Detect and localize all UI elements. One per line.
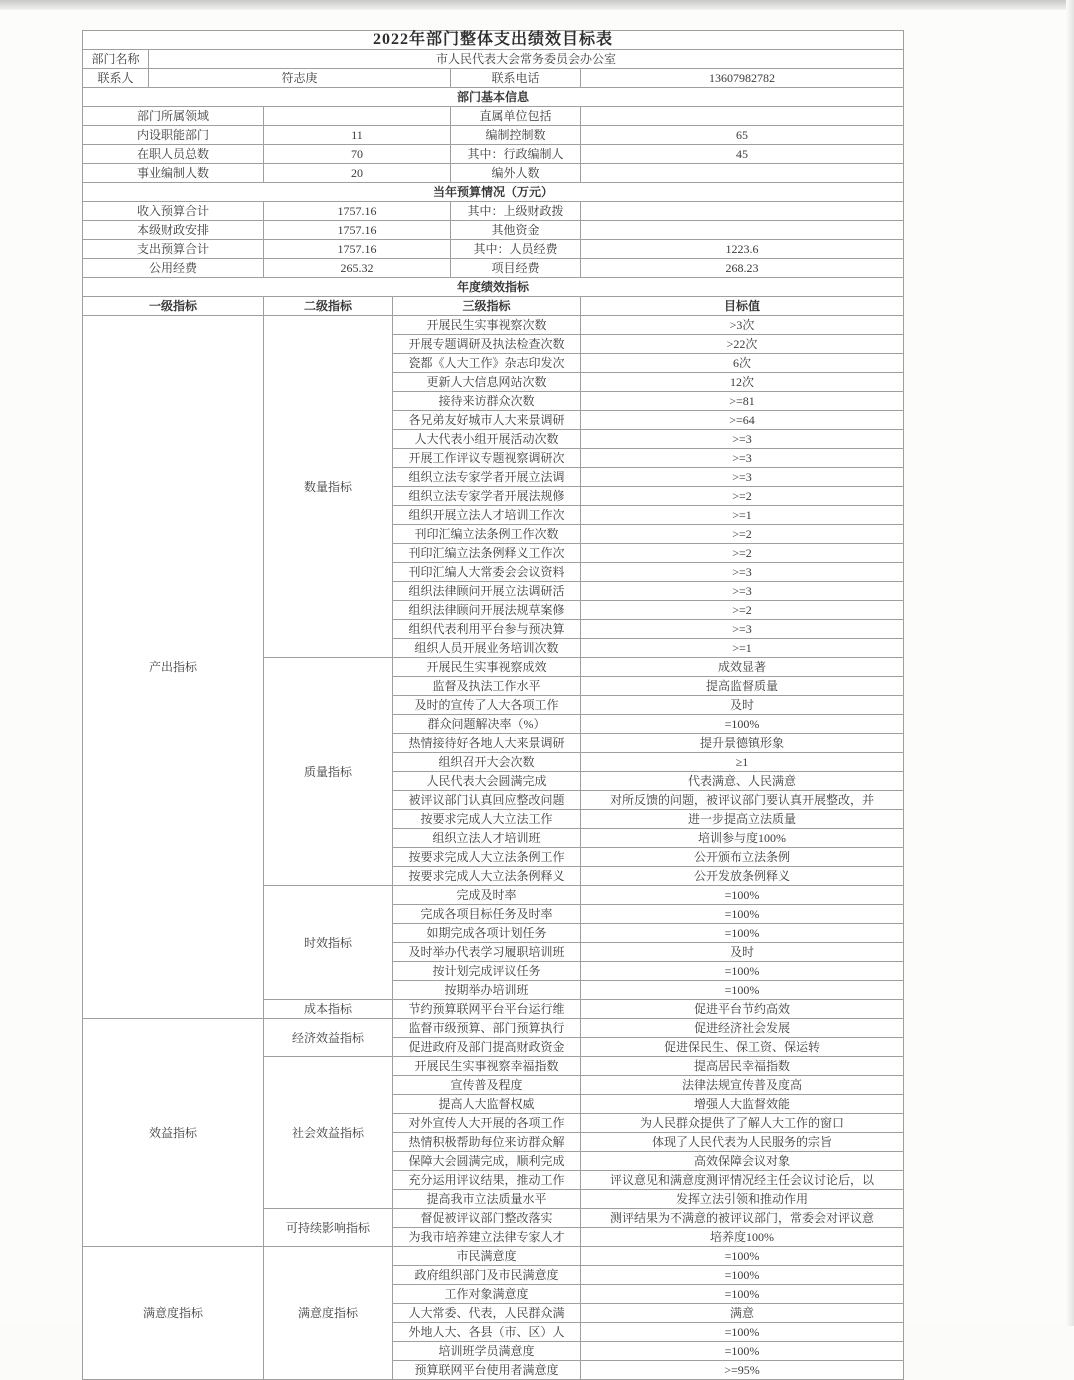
level3-indicator-cell: 充分运用评议结果，推动工作 (393, 1171, 581, 1190)
level3-indicator-cell: 节约预算联网平台平台运行维 (393, 1000, 581, 1019)
value-cell: 1757.16 (264, 240, 451, 259)
value-cell: 45 (581, 145, 904, 164)
level3-indicator-cell: 更新人大信息网站次数 (393, 373, 581, 392)
target-value-cell: 6次 (581, 354, 904, 373)
level3-indicator-cell: 组织代表利用平台参与预决算 (393, 620, 581, 639)
target-value-cell: 测评结果为不满意的被评议部门，常委会对评议意 (581, 1209, 904, 1228)
level3-indicator-cell: 宣传普及程度 (393, 1076, 581, 1095)
label-cell: 支出预算合计 (83, 240, 264, 259)
target-value-cell: 促进平台节约高效 (581, 1000, 904, 1019)
target-value-cell: >=1 (581, 506, 904, 525)
label-cell: 其中：行政编制人 (451, 145, 581, 164)
target-value-cell: >=2 (581, 525, 904, 544)
level3-indicator-cell: 促进政府及部门提高财政资金 (393, 1038, 581, 1057)
label-cell: 编外人数 (451, 164, 581, 183)
target-value-cell: =100% (581, 1323, 904, 1342)
level3-indicator-cell: 对外宣传人大开展的各项工作 (393, 1114, 581, 1133)
level3-indicator-cell: 瓷都《人大工作》杂志印发次 (393, 354, 581, 373)
header-target: 目标值 (581, 297, 904, 316)
value-cell: 1757.16 (264, 202, 451, 221)
target-value-cell: >22次 (581, 335, 904, 354)
target-value-cell: 体现了人民代表为人民服务的宗旨 (581, 1133, 904, 1152)
contact-row (83, 69, 904, 88)
label-cell: 直属单位包括 (451, 107, 581, 126)
basic-info-row (83, 126, 904, 145)
basic-section-row (83, 88, 904, 107)
indicator-row (83, 1019, 904, 1038)
level3-indicator-cell: 开展工作评议专题视察调研次 (393, 449, 581, 468)
value-cell: 70 (264, 145, 451, 164)
budget-row (83, 240, 904, 259)
contact-label: 联系人 (83, 69, 149, 88)
header-level2: 二级指标 (264, 297, 393, 316)
level3-indicator-cell: 组织召开大会次数 (393, 753, 581, 772)
target-value-cell: >=2 (581, 544, 904, 563)
level3-indicator-cell: 人大代表小组开展活动次数 (393, 430, 581, 449)
label-cell: 其他资金 (451, 221, 581, 240)
level3-indicator-cell: 热情接待好各地人大来景调研 (393, 734, 581, 753)
target-value-cell: >=3 (581, 449, 904, 468)
level3-indicator-cell: 组织人员开展业务培训次数 (393, 639, 581, 658)
target-value-cell: >=3 (581, 468, 904, 487)
value-cell: 268.23 (581, 259, 904, 278)
value-cell: 65 (581, 126, 904, 145)
target-value-cell: 为人民群众提供了了解人大工作的窗口 (581, 1114, 904, 1133)
target-value-cell: =100% (581, 924, 904, 943)
level3-indicator-cell: 热情积极帮助每位来访群众解 (393, 1133, 581, 1152)
level3-indicator-cell: 人大常委、代表，人民群众满 (393, 1304, 581, 1323)
target-value-cell: 培养度100% (581, 1228, 904, 1247)
level3-indicator-cell: 按要求完成人大立法工作 (393, 810, 581, 829)
value-cell (264, 107, 451, 126)
level3-indicator-cell: 各兄弟友好城市人大来景调研 (393, 411, 581, 430)
document-title: 2022年部门整体支出绩效目标表 (83, 31, 904, 50)
level3-indicator-cell: 刊印汇编立法条例释义工作次 (393, 544, 581, 563)
target-value-cell: >=2 (581, 487, 904, 506)
level3-indicator-cell: 为我市培养建立法律专家人才 (393, 1228, 581, 1247)
target-value-cell: =100% (581, 1285, 904, 1304)
target-value-cell: =100% (581, 981, 904, 1000)
level2-indicator-cell: 经济效益指标 (264, 1019, 393, 1057)
target-value-cell: >=3 (581, 563, 904, 582)
label-cell: 项目经费 (451, 259, 581, 278)
level2-indicator-cell: 社会效益指标 (264, 1057, 393, 1209)
budget-row (83, 202, 904, 221)
target-value-cell: >=3 (581, 582, 904, 601)
target-value-cell: =100% (581, 715, 904, 734)
scan-edge-top (0, 0, 1074, 10)
value-cell: 265.32 (264, 259, 451, 278)
target-value-cell: 及时 (581, 943, 904, 962)
level2-indicator-cell: 数量指标 (264, 316, 393, 658)
level3-indicator-cell: 预算联网平台使用者满意度 (393, 1361, 581, 1380)
level3-indicator-cell: 培训班学员满意度 (393, 1342, 581, 1361)
header-level3: 三级指标 (393, 297, 581, 316)
label-cell: 部门所属领域 (83, 107, 264, 126)
basic-info-row (83, 107, 904, 126)
level3-indicator-cell: 开展专题调研及执法检查次数 (393, 335, 581, 354)
target-value-cell: 发挥立法引领和推动作用 (581, 1190, 904, 1209)
label-cell: 在职人员总数 (83, 145, 264, 164)
level3-indicator-cell: 提高人大监督权威 (393, 1095, 581, 1114)
target-value-cell: =100% (581, 1247, 904, 1266)
target-value-cell: >3次 (581, 316, 904, 335)
target-value-cell: 及时 (581, 696, 904, 715)
title-row (83, 31, 904, 50)
header-level1: 一级指标 (83, 297, 264, 316)
label-cell: 其中：上级财政拨 (451, 202, 581, 221)
target-value-cell: =100% (581, 1342, 904, 1361)
target-value-cell: ≥1 (581, 753, 904, 772)
target-value-cell: 促进保民生、保工资、保运转 (581, 1038, 904, 1057)
level3-indicator-cell: 政府组织部门及市民满意度 (393, 1266, 581, 1285)
level2-indicator-cell: 时效指标 (264, 886, 393, 1000)
level3-indicator-cell: 及时举办代表学习履职培训班 (393, 943, 581, 962)
target-value-cell: >=95% (581, 1361, 904, 1380)
target-value-cell: 满意 (581, 1304, 904, 1323)
level3-indicator-cell: 保障大会圆满完成，顺利完成 (393, 1152, 581, 1171)
value-cell: 20 (264, 164, 451, 183)
level3-indicator-cell: 市民满意度 (393, 1247, 581, 1266)
value-cell: 1757.16 (264, 221, 451, 240)
level3-indicator-cell: 组织立法专家学者开展法规修 (393, 487, 581, 506)
label-cell: 其中：人员经费 (451, 240, 581, 259)
level3-indicator-cell: 按期举办培训班 (393, 981, 581, 1000)
budget-row (83, 221, 904, 240)
target-value-cell: 公开发放条例释义 (581, 867, 904, 886)
value-cell (581, 107, 904, 126)
level2-indicator-cell: 成本指标 (264, 1000, 393, 1019)
target-value-cell: 提高监督质量 (581, 677, 904, 696)
level3-indicator-cell: 开展民生实事视察成效 (393, 658, 581, 677)
level3-indicator-cell: 接待来访群众次数 (393, 392, 581, 411)
label-cell: 内设职能部门 (83, 126, 264, 145)
level3-indicator-cell: 完成及时率 (393, 886, 581, 905)
target-value-cell: 增强人大监督效能 (581, 1095, 904, 1114)
level1-indicator-cell: 效益指标 (83, 1019, 264, 1247)
performance-target-table (82, 30, 904, 1380)
target-value-cell: >=3 (581, 620, 904, 639)
level3-indicator-cell: 工作对象满意度 (393, 1285, 581, 1304)
level3-indicator-cell: 组织立法人才培训班 (393, 829, 581, 848)
level3-indicator-cell: 提高我市立法质量水平 (393, 1190, 581, 1209)
level3-indicator-cell: 开展民生实事视察幸福指数 (393, 1057, 581, 1076)
level2-indicator-cell: 可持续影响指标 (264, 1209, 393, 1247)
level3-indicator-cell: 监督市级预算、部门预算执行 (393, 1019, 581, 1038)
level3-indicator-cell: 刊印汇编人大常委会会议资料 (393, 563, 581, 582)
target-value-cell: >=1 (581, 639, 904, 658)
target-value-cell: =100% (581, 962, 904, 981)
target-value-cell: 培训参与度100% (581, 829, 904, 848)
budget-row (83, 259, 904, 278)
phone-label: 联系电话 (451, 69, 581, 88)
dept-name-label: 部门名称 (83, 50, 149, 69)
level3-indicator-cell: 及时的宣传了人大各项工作 (393, 696, 581, 715)
budget-rows (83, 202, 904, 278)
level3-indicator-cell: 人民代表大会圆满完成 (393, 772, 581, 791)
target-value-cell: 代表满意、人民满意 (581, 772, 904, 791)
level3-indicator-cell: 督促被评议部门整改落实 (393, 1209, 581, 1228)
indicator-row (83, 316, 904, 335)
basic-info-row (83, 145, 904, 164)
level3-indicator-cell: 组织法律顾问开展立法调研活 (393, 582, 581, 601)
level3-indicator-cell: 完成各项目标任务及时率 (393, 905, 581, 924)
indicator-header-row (83, 297, 904, 316)
indicator-row (83, 1247, 904, 1266)
target-value-cell: 12次 (581, 373, 904, 392)
target-value-cell: 进一步提高立法质量 (581, 810, 904, 829)
target-value-cell: >=81 (581, 392, 904, 411)
level2-indicator-cell: 满意度指标 (264, 1247, 393, 1380)
basic-section-title: 部门基本信息 (83, 88, 904, 107)
indicator-rows (83, 316, 904, 1380)
label-cell: 编制控制数 (451, 126, 581, 145)
target-value-cell: =100% (581, 905, 904, 924)
indicator-section-title: 年度绩效指标 (83, 278, 904, 297)
dept-name-value: 市人民代表大会常务委员会办公室 (149, 50, 904, 69)
level3-indicator-cell: 组织法律顾问开展法规草案修 (393, 601, 581, 620)
basic-info-row (83, 164, 904, 183)
level3-indicator-cell: 外地人大、各县（市、区）人 (393, 1323, 581, 1342)
level3-indicator-cell: 按要求完成人大立法条例工作 (393, 848, 581, 867)
value-cell: 1223.6 (581, 240, 904, 259)
level3-indicator-cell: 如期完成各项计划任务 (393, 924, 581, 943)
level2-indicator-cell: 质量指标 (264, 658, 393, 886)
level1-indicator-cell: 产出指标 (83, 316, 264, 1019)
target-value-cell: 评议意见和满意度测评情况经主任会议讨论后，以 (581, 1171, 904, 1190)
level3-indicator-cell: 监督及执法工作水平 (393, 677, 581, 696)
dept-name-row (83, 50, 904, 69)
label-cell: 收入预算合计 (83, 202, 264, 221)
label-cell: 事业编制人数 (83, 164, 264, 183)
value-cell (581, 221, 904, 240)
target-value-cell: =100% (581, 1266, 904, 1285)
scan-edge-right (1066, 0, 1074, 1326)
target-value-cell: =100% (581, 886, 904, 905)
budget-section-row (83, 183, 904, 202)
target-value-cell: >=2 (581, 601, 904, 620)
target-value-cell: 公开颁布立法条例 (581, 848, 904, 867)
target-value-cell: 高效保障会议对象 (581, 1152, 904, 1171)
level3-indicator-cell: 按计划完成评议任务 (393, 962, 581, 981)
level3-indicator-cell: 按要求完成人大立法条例释义 (393, 867, 581, 886)
value-cell (581, 202, 904, 221)
value-cell: 11 (264, 126, 451, 145)
target-value-cell: 促进经济社会发展 (581, 1019, 904, 1038)
label-cell: 本级财政安排 (83, 221, 264, 240)
target-value-cell: 提升景德镇形象 (581, 734, 904, 753)
level3-indicator-cell: 被评议部门认真回应整改问题 (393, 791, 581, 810)
level3-indicator-cell: 组织立法专家学者开展立法调 (393, 468, 581, 487)
target-value-cell: 对所反馈的问题，被评议部门要认真开展整改，并 (581, 791, 904, 810)
indicator-section-row (83, 278, 904, 297)
target-value-cell: >=3 (581, 430, 904, 449)
phone-value: 13607982782 (581, 69, 904, 88)
level3-indicator-cell: 开展民生实事视察次数 (393, 316, 581, 335)
target-value-cell: 提高居民幸福指数 (581, 1057, 904, 1076)
level3-indicator-cell: 群众问题解决率（%） (393, 715, 581, 734)
label-cell: 公用经费 (83, 259, 264, 278)
level3-indicator-cell: 刊印汇编立法条例工作次数 (393, 525, 581, 544)
basic-info-rows (83, 107, 904, 183)
target-value-cell: 法律法规宣传普及度高 (581, 1076, 904, 1095)
level3-indicator-cell: 组织开展立法人才培训工作次 (393, 506, 581, 525)
contact-value: 符志庚 (149, 69, 451, 88)
budget-section-title: 当年预算情况（万元） (83, 183, 904, 202)
target-value-cell: 成效显著 (581, 658, 904, 677)
value-cell (581, 164, 904, 183)
level1-indicator-cell: 满意度指标 (83, 1247, 264, 1380)
target-value-cell: >=64 (581, 411, 904, 430)
